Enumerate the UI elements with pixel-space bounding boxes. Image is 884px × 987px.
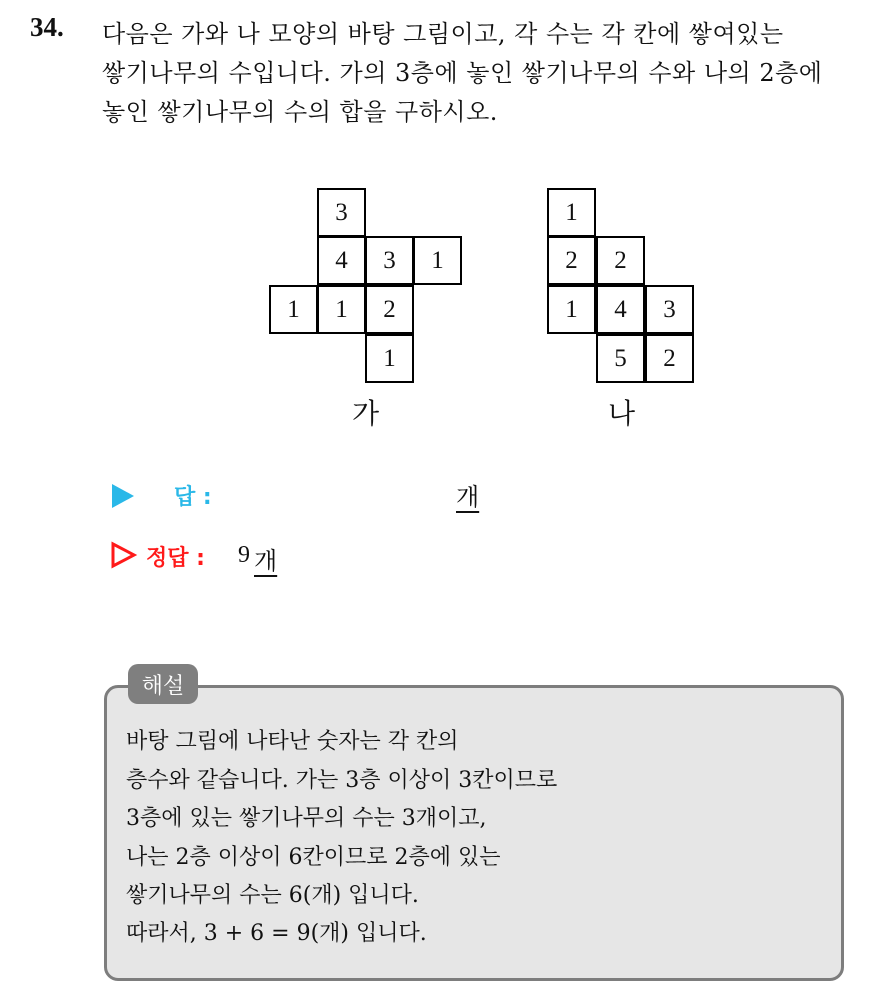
figure-na-cell: 2 xyxy=(547,236,596,285)
figure-na-cell: 4 xyxy=(596,285,645,334)
play-triangle-icon xyxy=(112,484,134,508)
explanation-tab: 해설 xyxy=(128,664,198,704)
question-number: 34. xyxy=(30,12,64,42)
figure-ga-cell: 1 xyxy=(413,236,462,285)
answer-row xyxy=(112,480,212,511)
answer-unit: 개 xyxy=(456,483,480,511)
explanation-line-5: 쌓기나무의 수는 6(개) 입니다. xyxy=(126,883,419,908)
figure-na-cell: 2 xyxy=(596,236,645,285)
question-text-line-2: 쌓기나무의 수입니다. 가의 3층에 놓인 쌓기나무의 수와 나의 2층에 xyxy=(102,59,823,87)
figure-na-cell: 2 xyxy=(645,334,694,383)
correct-answer-label: 정답 : xyxy=(146,546,205,571)
question-text-line-3: 놓인 쌓기나무의 수의 합을 구하시오. xyxy=(102,98,498,126)
figure-ga-label: 가 xyxy=(352,397,380,430)
figure-na-label: 나 xyxy=(608,397,636,430)
figure-ga-cell: 3 xyxy=(365,236,414,285)
correct-answer-unit: 개 xyxy=(254,547,278,575)
explanation-line-1: 바탕 그림에 나타난 숫자는 각 칸의 xyxy=(126,729,459,754)
figure-ga-cell: 2 xyxy=(365,285,414,334)
figure-ga-cell: 4 xyxy=(317,236,366,285)
figure-ga-cell: 3 xyxy=(317,188,366,237)
outline-triangle-icon xyxy=(110,541,138,569)
figure-na-cell: 3 xyxy=(645,285,694,334)
figure-ga-cell: 1 xyxy=(365,334,414,383)
answer-label: 답 : xyxy=(174,485,212,510)
figure-ga-cell: 1 xyxy=(317,285,366,334)
explanation-line-2: 층수와 같습니다. 가는 3층 이상이 3칸이므로 xyxy=(126,768,558,793)
explanation-line-6: 따라서, 3 + 6 = 9(개) 입니다. xyxy=(126,921,427,946)
correct-answer-value: 9 xyxy=(238,542,250,568)
figure-ga-cell: 1 xyxy=(269,285,318,334)
question-text-line-1: 다음은 가와 나 모양의 바탕 그림이고, 각 수는 각 칸에 쌓여있는 xyxy=(102,20,784,48)
explanation-line-4: 나는 2층 이상이 6칸이므로 2층에 있는 xyxy=(126,845,501,870)
figure-na-cell: 5 xyxy=(596,334,645,383)
figure-na-cell: 1 xyxy=(547,188,596,237)
figure-na-cell: 1 xyxy=(547,285,596,334)
explanation-line-3: 3층에 있는 쌓기나무의 수는 3개이고, xyxy=(126,806,487,831)
